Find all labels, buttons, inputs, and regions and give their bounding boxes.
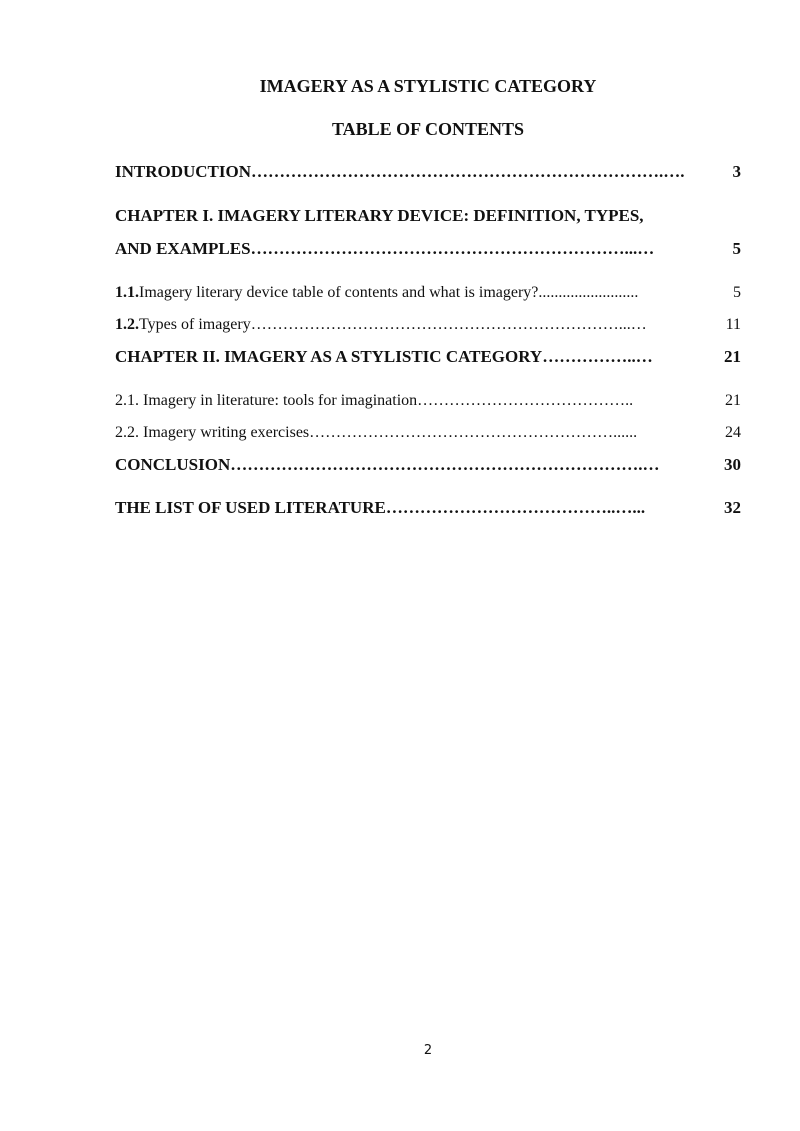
toc-entry-label: CHAPTER II. IMAGERY AS A STYLISTIC CATEGORY	[115, 347, 543, 366]
toc-entry-section-2-1	[115, 391, 741, 411]
toc-entry-chapter-1	[115, 238, 741, 260]
toc-entry-section-1-2	[115, 315, 741, 335]
toc-entry-section-2-2	[115, 423, 741, 443]
toc-leader-dots: …………………………………………………......	[309, 424, 638, 441]
toc-entry-label: THE LIST OF USED LITERATURE	[115, 498, 386, 517]
toc-leader-dots: .........................	[538, 284, 639, 301]
toc-leader-dots: …………………………………..…...	[385, 498, 646, 517]
toc-entry-literature	[115, 497, 741, 519]
toc-entry-label: Imagery literary device table of contents and what is imagery?	[139, 284, 539, 301]
toc-section-number: 1.2.	[115, 316, 139, 333]
toc-entry-chapter-1-line-1: CHAPTER I. IMAGERY LITERARY DEVICE: DEFINITION, TYPES,	[115, 206, 644, 225]
toc-page-number: 5	[732, 239, 741, 258]
toc-page-number: 11	[725, 316, 741, 333]
toc-entry-section-1-1	[115, 283, 741, 303]
toc-page-number: 21	[725, 392, 741, 409]
toc-entry-chapter-2	[115, 346, 741, 368]
toc-entry-label: 2.1. Imagery in literature: tools for imagination	[115, 392, 418, 409]
toc-leader-dots: ……………..…	[542, 347, 653, 366]
toc-page-number: 5	[733, 284, 741, 301]
toc-entry-conclusion	[115, 454, 741, 476]
toc-page-number: 30	[724, 455, 741, 474]
toc-page-number: 21	[724, 347, 741, 366]
toc-entry-introduction	[115, 161, 741, 183]
toc-page-number: 24	[725, 424, 741, 441]
page-number: 2	[423, 1043, 433, 1058]
toc-heading: TABLE OF CONTENTS	[331, 119, 525, 139]
toc-leader-dots: …………………………………………………………...…	[250, 239, 655, 258]
toc-entry-label: INTRODUCTION	[115, 162, 252, 181]
toc-section-number: 1.1.	[115, 284, 139, 301]
toc-page-number: 32	[724, 498, 741, 517]
toc-entry-label: CONCLUSION	[115, 455, 231, 474]
toc-entry-label: Types of imagery	[139, 316, 251, 333]
document-title: IMAGERY AS A STYLISTIC CATEGORY	[259, 76, 597, 96]
toc-leader-dots: ……………………………………………………………….…	[230, 455, 660, 474]
toc-leader-dots: ……………………………………………………………...…	[250, 316, 647, 333]
toc-leader-dots: ……………………………………………………………….….	[251, 162, 685, 181]
toc-page-number: 3	[732, 162, 741, 181]
toc-entry-label: 2.2. Imagery writing exercises	[115, 424, 310, 441]
toc-entry-label: AND EXAMPLES	[115, 239, 251, 258]
toc-leader-dots: …………………………………..	[417, 392, 634, 409]
